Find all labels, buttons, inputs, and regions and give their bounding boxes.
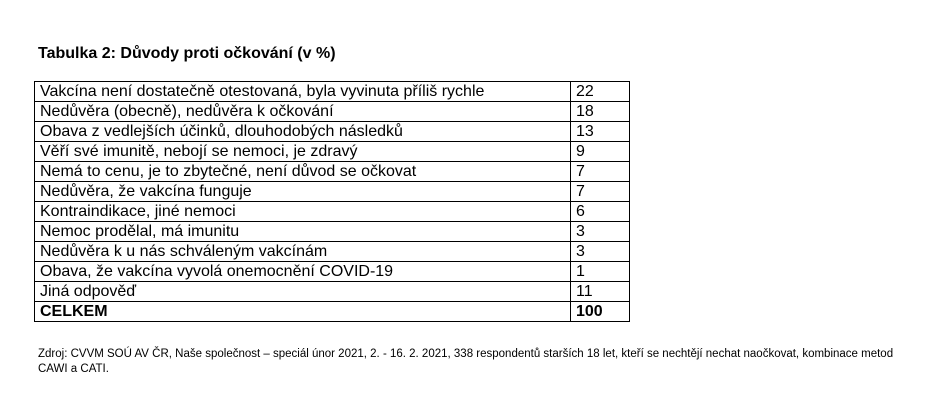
row-value: 11 xyxy=(571,282,630,302)
row-label: Věří své imunitě, nebojí se nemoci, je zdravý xyxy=(35,142,571,162)
row-label: Obava, že vakcína vyvolá onemocnění COVID-19 xyxy=(35,262,571,282)
total-label: CELKEM xyxy=(35,302,571,322)
row-label: Kontraindikace, jiné nemoci xyxy=(35,202,571,222)
row-value: 13 xyxy=(571,122,630,142)
row-value: 7 xyxy=(571,162,630,182)
source-note: Zdroj: CVVM SOÚ AV ČR, Naše společnost – speciál únor 2021, 2. - 16. 2. 2021, 338 respondentů starších 18 let, kteří se nechtějí nechat naočkovat, kombinace metod CAWI a CATI. xyxy=(38,348,894,375)
table-row xyxy=(35,122,630,142)
table-row xyxy=(35,282,630,302)
row-value: 18 xyxy=(571,102,630,122)
row-value: 1 xyxy=(571,262,630,282)
table-row xyxy=(35,222,630,242)
table-row xyxy=(35,202,630,222)
table-row xyxy=(35,262,630,282)
table-row xyxy=(35,82,630,102)
row-label: Vakcína není dostatečně otestovaná, byla vyvinuta příliš rychle xyxy=(35,82,571,102)
row-label: Nedůvěra, že vakcína funguje xyxy=(35,182,571,202)
table-row xyxy=(35,162,630,182)
total-row xyxy=(35,302,630,322)
row-label: Jiná odpověď xyxy=(35,282,571,302)
row-label: Nedůvěra (obecně), nedůvěra k očkování xyxy=(35,102,571,122)
table-row xyxy=(35,142,630,162)
row-value: 6 xyxy=(571,202,630,222)
table-row xyxy=(35,102,630,122)
row-label: Nedůvěra k u nás schváleným vakcínám xyxy=(35,242,571,262)
table-row xyxy=(35,182,630,202)
row-value: 22 xyxy=(571,82,630,102)
row-value: 9 xyxy=(571,142,630,162)
row-value: 3 xyxy=(571,222,630,242)
row-label: Nemoc prodělal, má imunitu xyxy=(35,222,571,242)
total-value: 100 xyxy=(571,302,630,322)
row-label: Obava z vedlejších účinků, dlouhodobých následků xyxy=(35,122,571,142)
row-value: 3 xyxy=(571,242,630,262)
row-value: 7 xyxy=(571,182,630,202)
table-row xyxy=(35,242,630,262)
reasons-table xyxy=(34,81,630,322)
row-label: Nemá to cenu, je to zbytečné, není důvod se očkovat xyxy=(35,162,571,182)
table-title: Tabulka 2: Důvody proti očkování (v %) xyxy=(38,45,336,62)
